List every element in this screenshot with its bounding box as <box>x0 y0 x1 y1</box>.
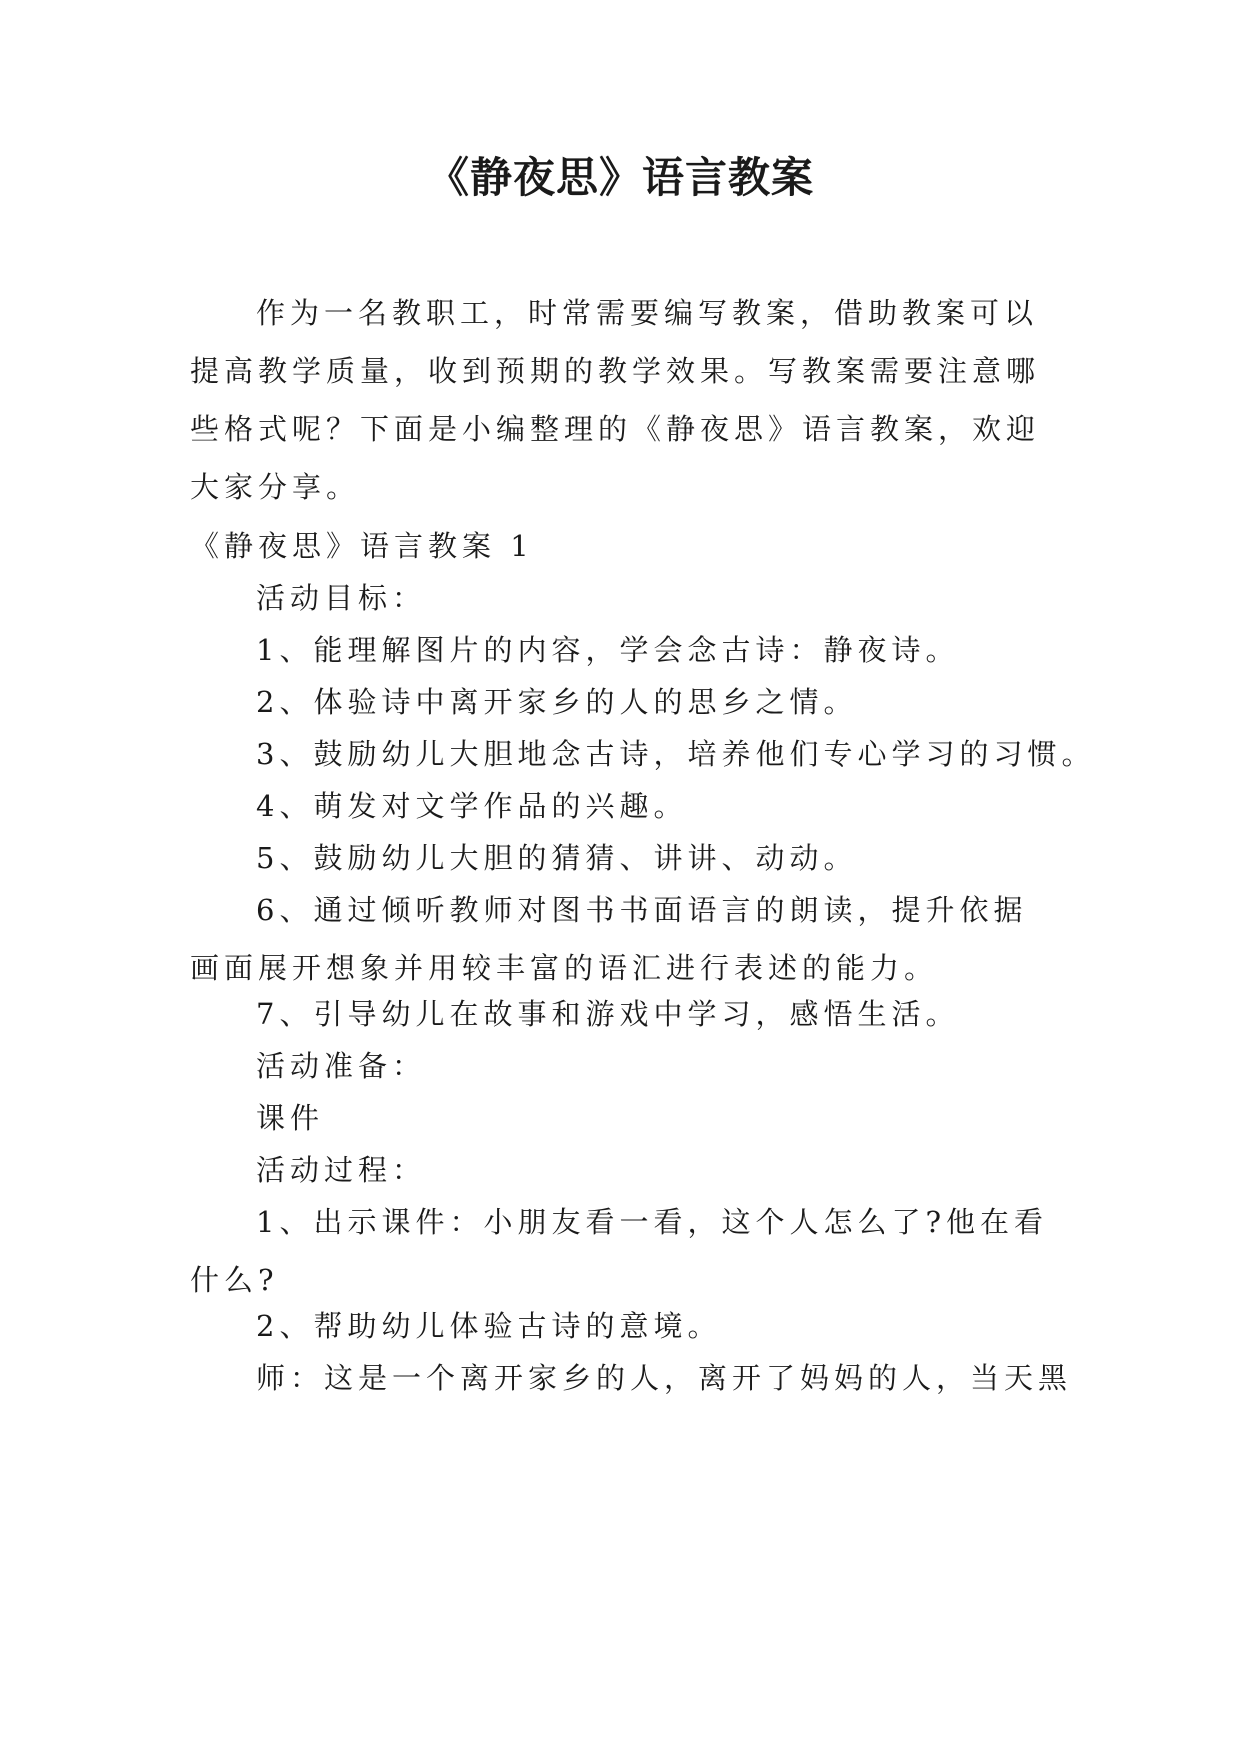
goal-item-1: 1、能理解图片的内容，学会念古诗：静夜诗。 <box>256 633 960 667</box>
goal-item-4: 4、萌发对文学作品的兴趣。 <box>256 789 688 823</box>
goal-item-6: 6、通过倾听教师对图书书面语言的朗读，提升依据画面展开想象并用较丰富的语汇进行表述的能力。 <box>190 893 1028 985</box>
process-item-3: 师：这是一个离开家乡的人，离开了妈妈的人，当天黑 <box>256 1361 1073 1395</box>
document-title: 《静夜思》语言教案 <box>426 153 814 202</box>
process-label: 活动过程： <box>256 1153 427 1187</box>
goals-label: 活动目标： <box>256 581 427 615</box>
section-heading: 《静夜思》语言教案 1 <box>190 529 534 563</box>
goal-item-7: 7、引导幼儿在故事和游戏中学习，感悟生活。 <box>256 997 960 1031</box>
goal-item-5: 5、鼓励幼儿大胆的猜猜、讲讲、动动。 <box>256 841 858 875</box>
prep-label: 活动准备： <box>256 1049 427 1083</box>
intro-paragraph: 作为一名教职工，时常需要编写教案，借助教案可以提高教学质量，收到预期的教学效果。写教案需要注意哪些格式呢？下面是小编整理的《静夜思》语言教案，欢迎大家分享。 <box>190 296 1041 504</box>
process-item-1: 1、出示课件：小朋友看一看，这个人怎么了?他在看什么? <box>190 1205 1048 1297</box>
process-item-2: 2、帮助幼儿体验古诗的意境。 <box>256 1309 722 1343</box>
goal-item-2: 2、体验诗中离开家乡的人的思乡之情。 <box>256 685 858 719</box>
prep-item: 课件 <box>256 1101 325 1135</box>
goal-item-3: 3、鼓励幼儿大胆地念古诗，培养他们专心学习的习惯。 <box>256 737 1096 771</box>
